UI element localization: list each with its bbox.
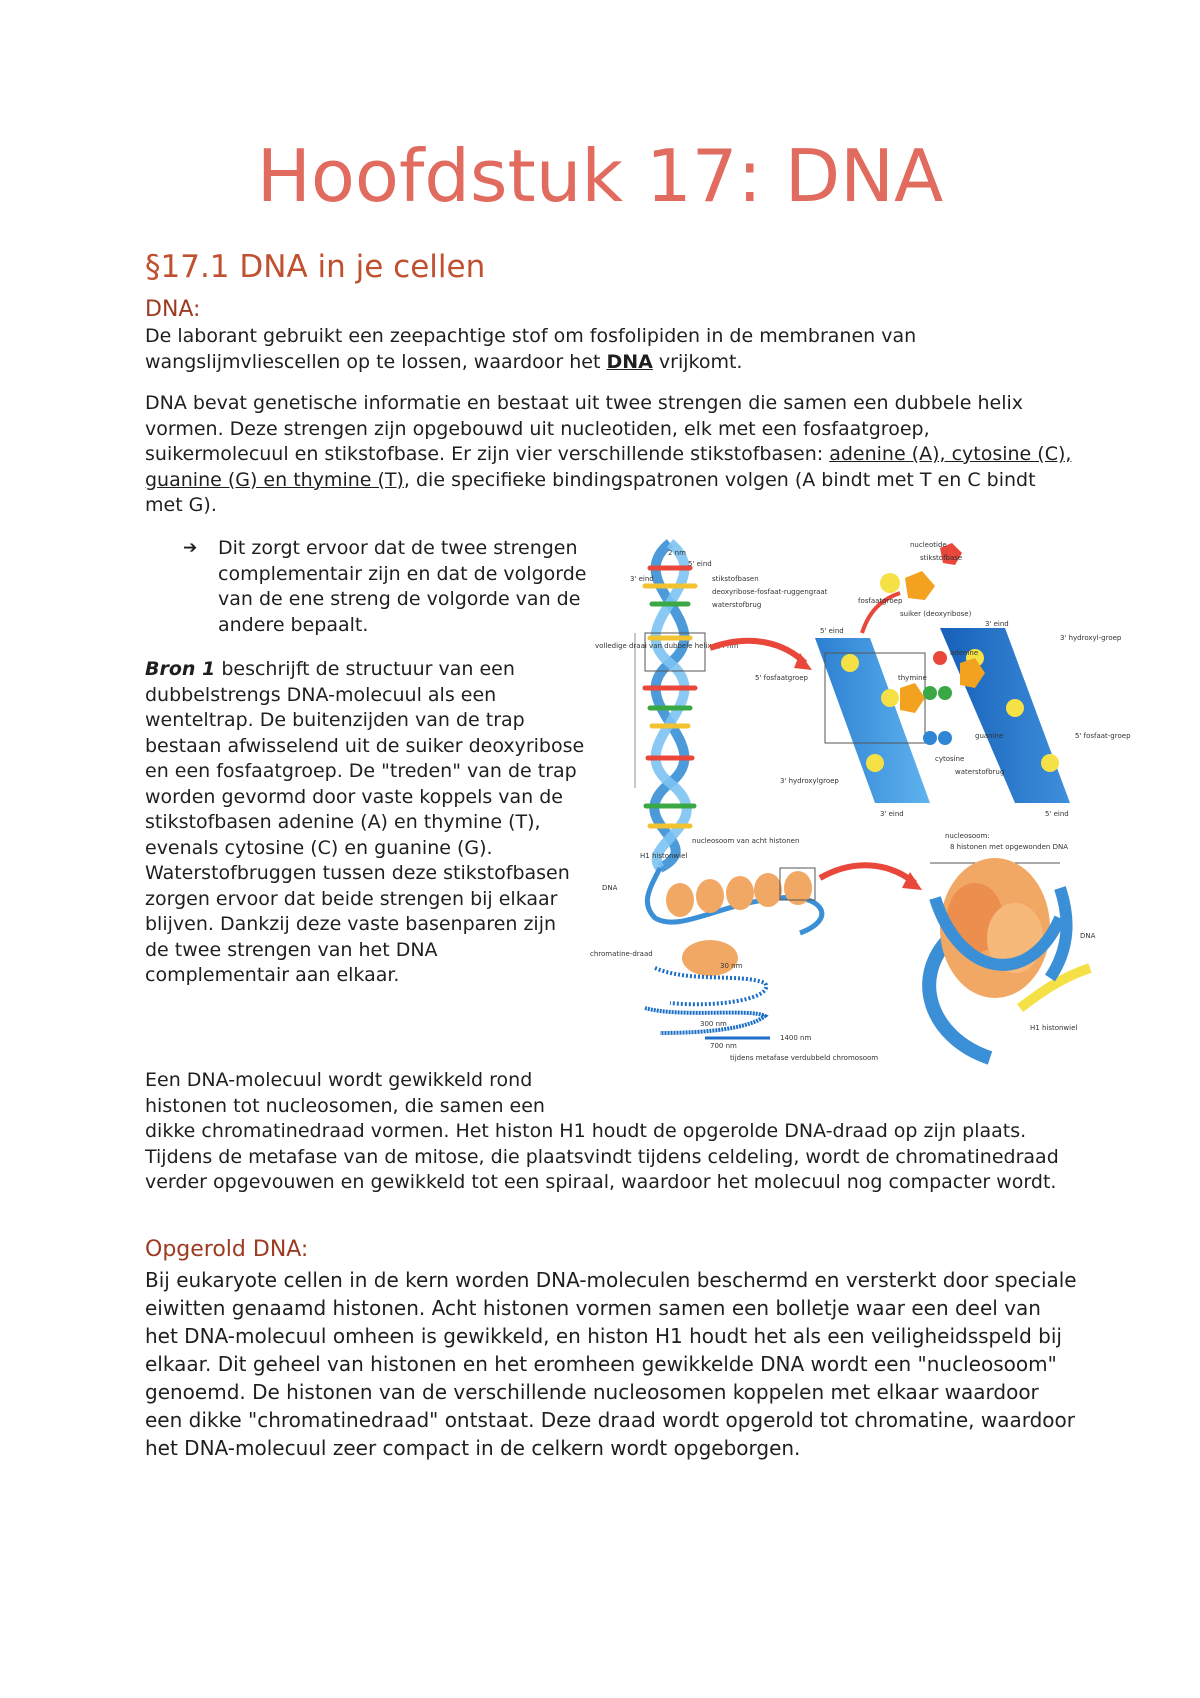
svg-text:cytosine: cytosine xyxy=(935,755,965,763)
svg-text:30 nm: 30 nm xyxy=(720,962,743,970)
svg-text:3' eind: 3' eind xyxy=(985,620,1009,628)
svg-text:5' eind: 5' eind xyxy=(688,560,712,568)
page-title: Hoofdstuk 17: DNA xyxy=(256,134,944,218)
svg-text:deoxyribose-fosfaat-ruggengraa: deoxyribose-fosfaat-ruggengraat xyxy=(712,588,828,596)
svg-text:2 nm: 2 nm xyxy=(668,549,686,557)
arrow-icon xyxy=(710,641,805,663)
dna-heading: DNA: xyxy=(145,297,201,322)
svg-text:H1 histonwiel: H1 histonwiel xyxy=(640,852,688,860)
svg-text:volledige draai van dubbele he: volledige draai van dubbele helix 3,4 nm xyxy=(595,642,739,650)
svg-text:300 nm: 300 nm xyxy=(700,1020,727,1028)
svg-text:H1 histonwiel: H1 histonwiel xyxy=(1030,1024,1078,1032)
svg-text:DNA: DNA xyxy=(602,884,618,892)
svg-text:waterstofbrug: waterstofbrug xyxy=(712,601,762,609)
nucleosome-chain xyxy=(645,868,822,1038)
svg-text:3' eind: 3' eind xyxy=(630,575,654,583)
svg-text:tijdens metafase verdubbeld ch: tijdens metafase verdubbeld chromosoom xyxy=(730,1054,879,1062)
dna-term: DNA xyxy=(606,350,653,373)
dna-structure-figure xyxy=(590,538,1131,1073)
svg-text:5' fosfaatgroep: 5' fosfaatgroep xyxy=(755,674,808,682)
svg-text:nucleosoom:: nucleosoom: xyxy=(945,832,990,840)
svg-text:5' fosfaat-groep: 5' fosfaat-groep xyxy=(1075,732,1131,740)
svg-text:8 histonen met opgewonden DNA: 8 histonen met opgewonden DNA xyxy=(950,843,1068,851)
svg-text:nucleotide: nucleotide xyxy=(910,541,947,549)
paragraph-5: Bij eukaryote cellen in de kern worden DNA-moleculen beschermd en versterkt door speciale eiwitten genaamd histonen. Acht histonen vormen samen een bolletje waar een deel van het DNA-molecuul omheen is gewikkeld, en histon H1 houdt het als een veiligheidsspeld bij elkaar. Dit geheel van histonen en het eromheen gewikkelde DNA wordt een "nucleosoom" genoemd. De histonen van de verschillende nucleosomen koppelen met elkaar waardoor een dikke "chromatinedraad" ontstaat. Deze draad wordt opgerold tot chromatine, waardoor het DNA-molecuul zeer compact in de celkern wordt opgeborgen. xyxy=(145,1268,1077,1460)
svg-text:adenine: adenine xyxy=(950,649,979,657)
svg-text:700 nm: 700 nm xyxy=(710,1042,737,1050)
section-heading: §17.1 DNA in je cellen xyxy=(145,249,486,285)
svg-text:3' hydroxylgroep: 3' hydroxylgroep xyxy=(780,777,839,785)
svg-text:suiker (deoxyribose): suiker (deoxyribose) xyxy=(900,610,972,618)
svg-text:guanine: guanine xyxy=(975,732,1004,740)
paragraph-2: DNA bevat genetische informatie en bestaat uit twee strengen die samen een dubbele helix vormen. Deze strengen zijn opgebouwd uit nucleotiden, elk met een fosfaatgroep, suikermolecuul en stikstofbase. Er zijn vier verschillende stikstofbasen: adenine (A), cytosine (C), guanine (G) en thymine (T), die specifieke bindingspatronen volgen (A bindt met T en C bindt met G). xyxy=(145,392,1072,516)
double-helix xyxy=(635,543,705,868)
svg-text:nucleosoom van acht histonen: nucleosoom van acht histonen xyxy=(692,837,800,845)
source-label: Bron 1 xyxy=(145,658,216,680)
svg-text:3' hydroxyl-groep: 3' hydroxyl-groep xyxy=(1060,634,1122,642)
svg-text:DNA: DNA xyxy=(1080,932,1096,940)
svg-text:thymine: thymine xyxy=(898,674,927,682)
svg-text:fosfaatgroep: fosfaatgroep xyxy=(858,597,903,605)
bullet-text: Dit zorgt ervoor dat de twee strengen complementair zijn en dat de volgorde van de ene streng de volgorde van de andere bepaalt. xyxy=(218,537,587,636)
svg-text:5' eind: 5' eind xyxy=(820,627,844,635)
svg-text:1400 nm: 1400 nm xyxy=(780,1034,812,1042)
svg-text:waterstofbrug: waterstofbrug xyxy=(955,768,1005,776)
svg-text:stikstofbasen: stikstofbasen xyxy=(712,575,759,583)
opgerold-heading: Opgerold DNA: xyxy=(145,1237,309,1262)
strand-detail xyxy=(815,628,1070,803)
paragraph-1: De laborant gebruikt een zeepachtige stof om fosfolipiden in de membranen van wangslijmvliescellen op te lossen, waardoor het DNA vrijkomt. xyxy=(145,325,917,373)
arrow-icon-2 xyxy=(820,865,915,883)
paragraph-4: Een DNA-molecuul wordt gewikkeld rond histonen tot nucleosomen, die samen een dikke chromatinedraad vormen. Het histon H1 houdt de opgerolde DNA-draad op zijn plaats. Tijdens de metafase van de mitose, die plaatsvindt tijdens celdeling, wordt de chromatinedraad verder opgevouwen en gewikkeld tot een spiraal, waardoor het molecuul nog compacter wordt. xyxy=(145,1069,1059,1193)
paragraph-3: Bron 1 beschrijft de structuur van een dubbelstrengs DNA-molecuul als een wenteltrap. De buitenzijden van de trap bestaan afwisselend uit de suiker deoxyribose en een fosfaatgroep. De "treden" van de trap worden gevormd door vaste koppels van de stikstofbasen adenine (A) en thymine (T), evenals cytosine (C) en guanine (G). Waterstofbruggen tussen deze stikstofbasen zorgen ervoor dat beide strengen bij elkaar blijven. Dankzij deze vaste basenparen zijn de twee strengen van het DNA complementair aan elkaar. xyxy=(145,658,585,986)
svg-text:stikstofbase: stikstofbase xyxy=(920,554,963,562)
svg-text:chromatine-draad: chromatine-draad xyxy=(590,950,653,958)
svg-text:3' eind: 3' eind xyxy=(880,810,904,818)
bases-underlined: adenine (A), cytosine (C), guanine (G) en thymine (T) xyxy=(145,443,1072,491)
arrow-right-icon: ➔ xyxy=(183,538,198,558)
dna-figure-svg xyxy=(590,538,1131,1073)
svg-text:5' eind: 5' eind xyxy=(1045,810,1069,818)
bullet-item xyxy=(183,536,603,638)
